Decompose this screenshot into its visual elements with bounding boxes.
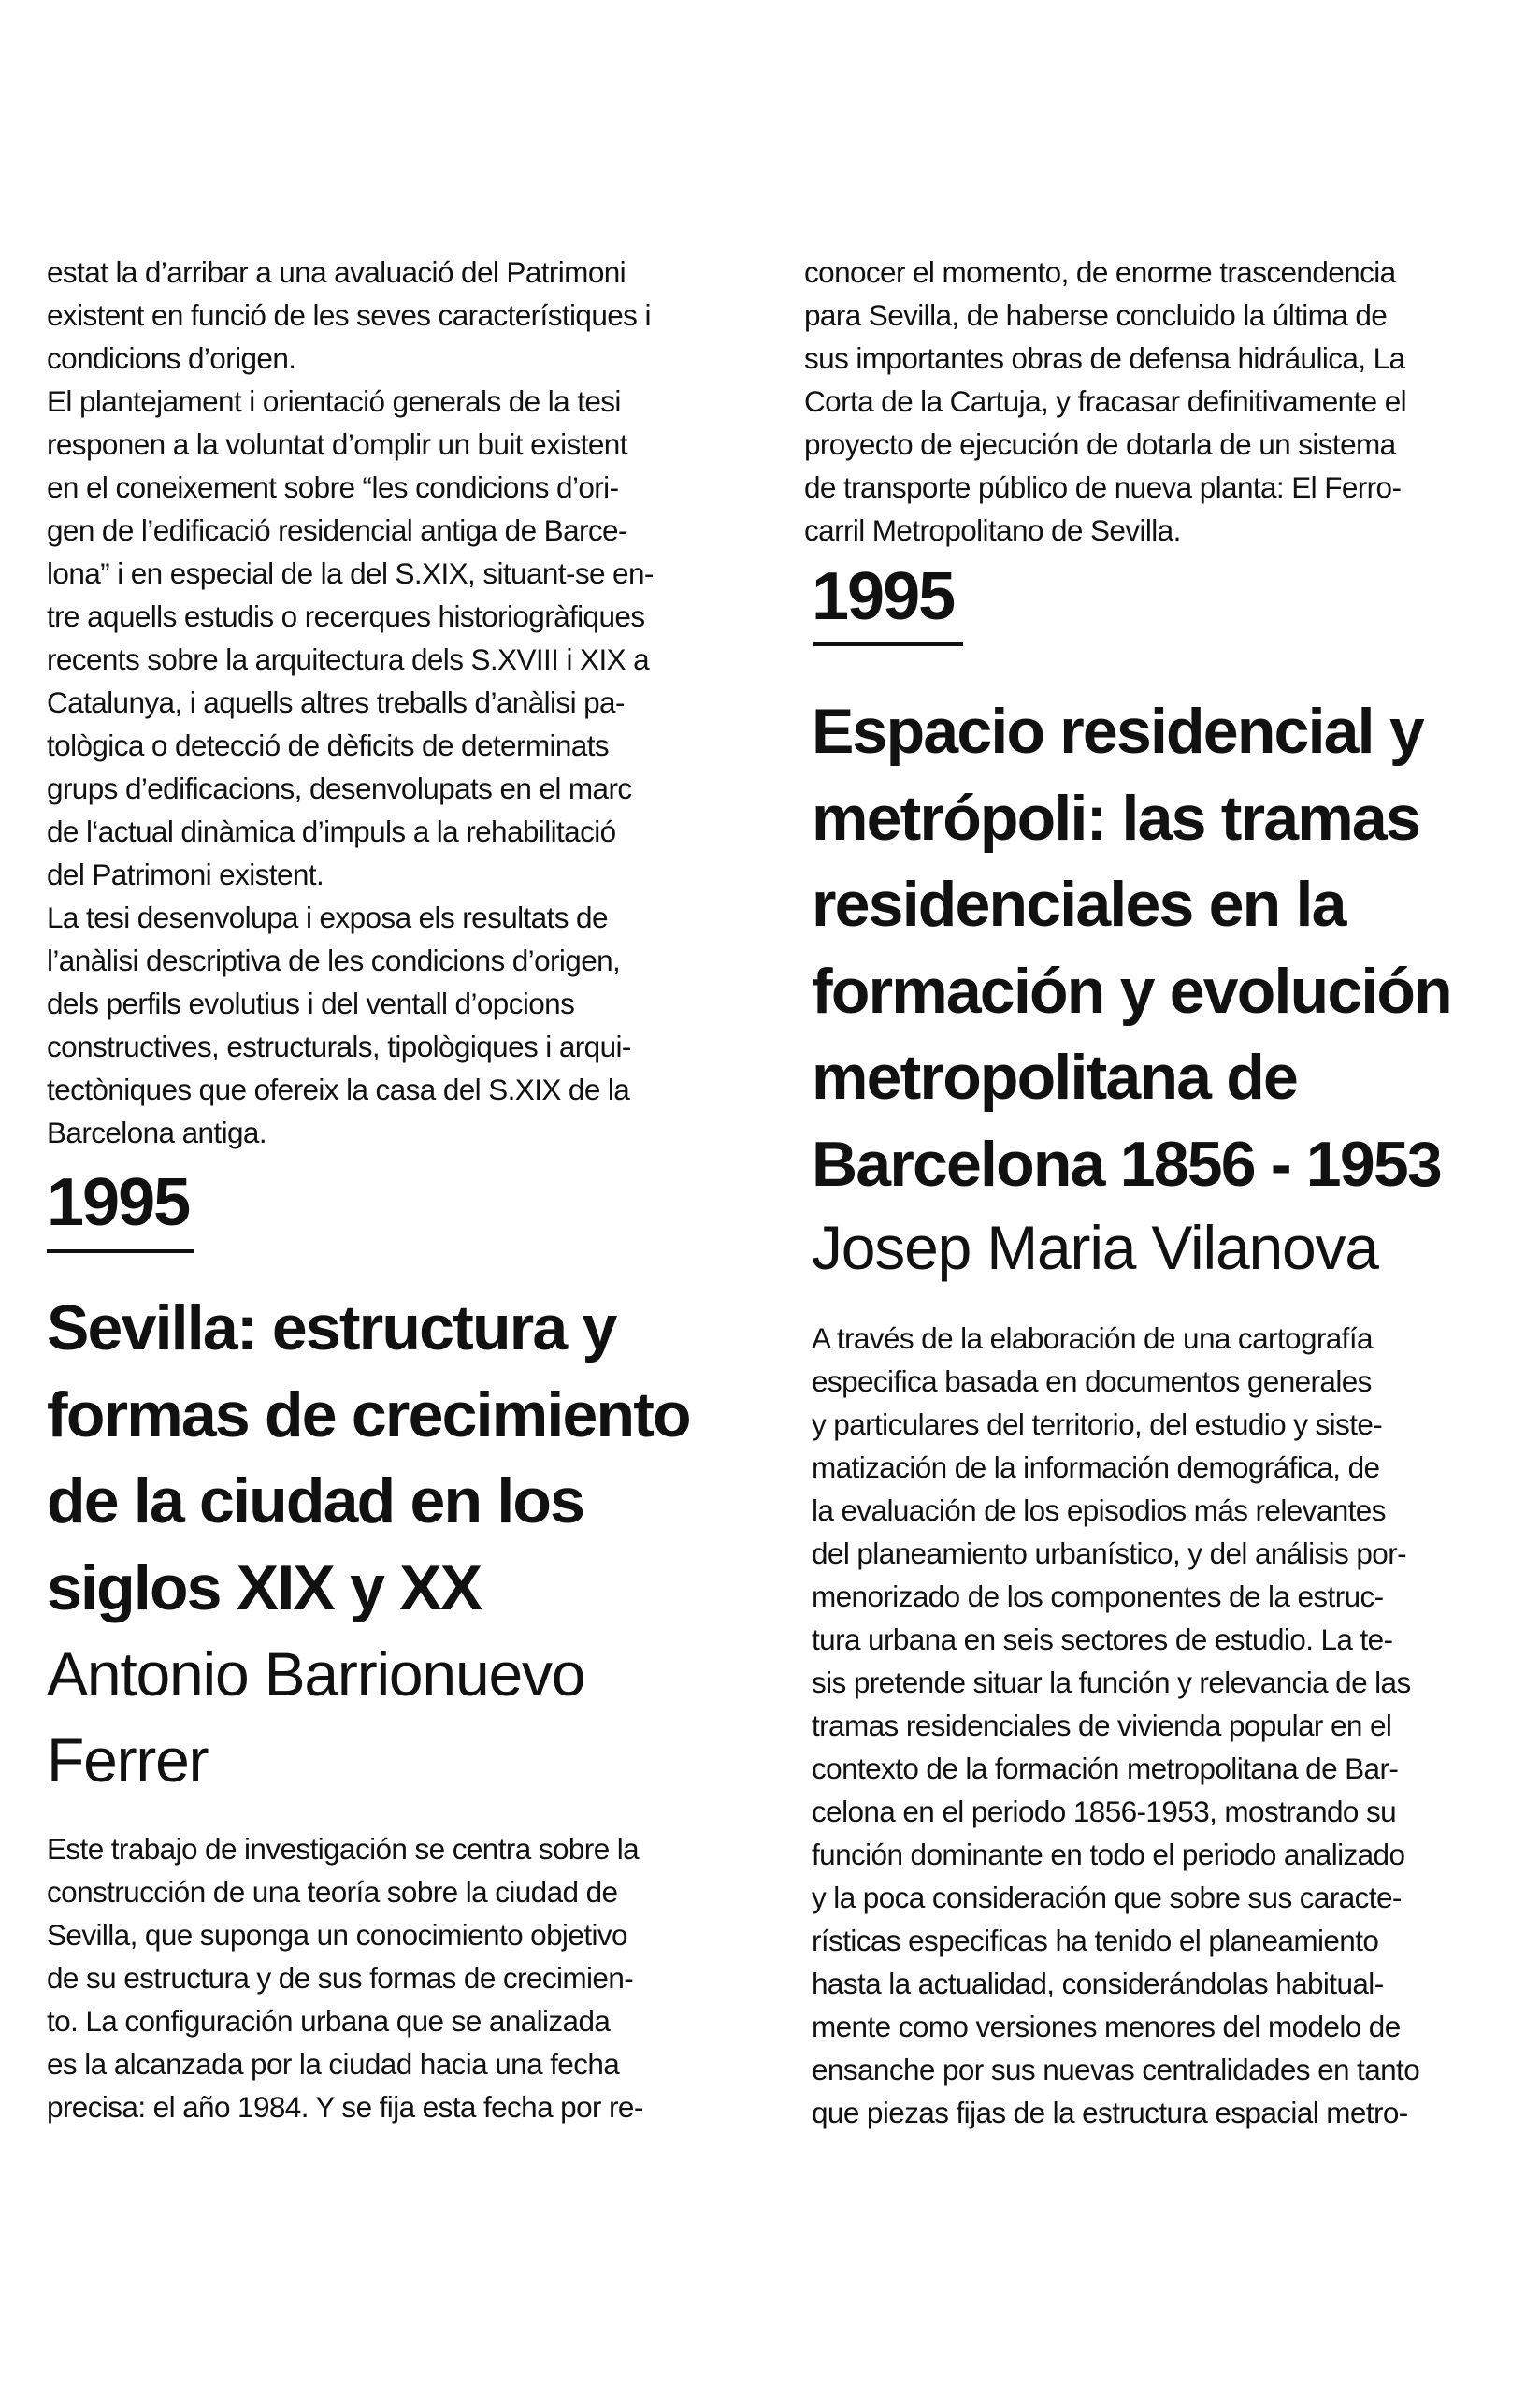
text-line: de l‘actual dinàmica d’impuls a la rehabilitació [47,815,616,848]
text-line: carril Metropolitano de Sevilla. [804,513,1181,547]
right-entry-abstract [812,1317,1494,2134]
text-line: matización de la información demográfica, de [812,1450,1380,1484]
text-line: del Patrimoni existent. [47,858,324,891]
title-line: metrópoli: las tramas [812,782,1419,854]
text-line: estat la d’arribar a una avaluació del Patrimoni [47,255,626,289]
text-line: conocer el momento, de enorme trascendencia [804,255,1396,289]
text-line: menorizado de los componentes de la estruc- [812,1579,1384,1613]
text-line: que piezas fijas de la estructura espacial metro- [812,2096,1408,2129]
text-line: tectòniques que ofereix la casa del S.XIX de la [47,1073,630,1106]
text-line: Este trabajo de investigación se centra sobre la [47,1832,640,1866]
title-line: Barcelona 1856 - 1953 [812,1128,1441,1200]
title-line: formación y evolución [812,955,1451,1027]
text-line: tramas residenciales de vivienda popular en el [812,1709,1392,1742]
left-entry-author [47,1631,712,1803]
text-line: de transporte público de nueva planta: El Ferro- [804,470,1402,504]
text-line: tològica o detecció de dèficits de determinats [47,728,610,762]
text-line: del planeamiento urbanístico, y del análisis por- [812,1536,1406,1570]
text-line: Barcelona antiga. [47,1116,266,1149]
title-line: formas de crecimiento [47,1378,690,1450]
text-line: Sevilla, que suponga un conocimiento objetivo [47,1918,627,1952]
text-line: y la poca consideración que sobre sus caracte- [812,1881,1402,1914]
text-line: es la alcanzada por la ciudad hacia una fecha [47,2047,620,2081]
text-line: to. La configuración urbana que se analizada [47,2004,611,2038]
text-line: responen a la voluntat d’omplir un buit existent [47,427,627,461]
right-entry-title [812,688,1494,1207]
text-line: sis pretende situar la función y relevancia de las [812,1666,1411,1699]
text-line: ensanche por sus nuevas centralidades en tanto [812,2053,1420,2086]
text-line: contexto de la formación metropolitana de Bar- [812,1752,1399,1785]
text-line: Corta de la Cartuja, y fracasar definitivamente el [804,384,1407,418]
right-continued-text [804,251,1487,552]
text-line: celona en el periodo 1856-1953, mostrando su [812,1795,1397,1828]
left-entry-abstract [47,1827,712,2128]
text-line: de su estructura y de sus formas de crecimien- [47,1961,634,1995]
left-entry-title [47,1285,712,1631]
text-line: en el coneixement sobre “les condicions d’ori- [47,470,619,504]
text-line: hasta la actualidad, considerándolas habitual- [812,1967,1384,2000]
year-underline [813,642,963,646]
title-line: Sevilla: estructura y [47,1292,616,1363]
text-line: grups d’edificacions, desenvolupats en el marc [47,772,632,805]
text-line: proyecto de ejecución de dotarla de un sistema [804,427,1396,461]
year-underline [47,1249,194,1253]
text-line: constructives, estructurals, tipològiques i arqui- [47,1030,631,1063]
text-line: recents sobre la arquitectura dels S.XVIII i XIX a [47,642,650,676]
title-line: de la ciudad en los [47,1465,584,1536]
text-line: l’anàlisi descriptiva de les condicions d’origen, [47,944,621,977]
title-line: Espacio residencial y [812,696,1423,767]
text-line: La tesi desenvolupa i exposa els resultats de [47,901,608,934]
title-line: siglos XIX y XX [47,1551,482,1623]
text-line: tura urbana en seis sectores de estudio. La te- [812,1622,1393,1656]
right-entry-author [812,1204,1494,1291]
left-entry-year-block [47,1165,712,1240]
author-line: Josep Maria Vilanova [812,1213,1378,1282]
text-line: gen de l’edificació residencial antiga de Barce- [47,513,627,547]
entry-year: 1995 [47,1165,190,1240]
text-line: Catalunya, i aquells altres treballs d’anàlisi pa- [47,685,625,719]
title-line: residenciales en la [812,869,1346,940]
right-entry-year-block [812,559,1494,634]
text-line: existent en funció de les seves característiques i [47,298,651,332]
text-line: El plantejament i orientació generals de la tesi [47,384,621,418]
author-line: Ferrer [47,1725,209,1795]
text-line: para Sevilla, de haberse concluido la última de [804,298,1388,332]
text-line: precisa: el año 1984. Y se fija esta fecha por re- [47,2090,643,2124]
entry-year: 1995 [812,559,955,634]
text-line: y particulares del territorio, del estudio y siste- [812,1407,1383,1441]
text-line: mente como versiones menores del modelo de [812,2010,1401,2043]
text-line: la evaluación de los episodios más relevantes [812,1493,1386,1527]
text-line: condicions d’origen. [47,341,296,375]
title-line: metropolitana de [812,1042,1298,1113]
text-line: tre aquells estudis o recerques historiogràfiques [47,599,645,633]
text-line: dels perfils evolutius i del ventall d’opcions [47,987,575,1020]
text-line: rísticas especificas ha tenido el planeamiento [812,1924,1379,1957]
author-line: Antonio Barrionuevo [47,1639,585,1709]
text-line: sus importantes obras de defensa hidráulica, La [804,341,1405,375]
text-line: función dominante en todo el periodo analizado [812,1838,1405,1871]
text-line: A través de la elaboración de una cartografía [812,1321,1373,1355]
text-line: especifica basada en documentos generales [812,1364,1372,1398]
text-line: construcción de una teoría sobre la ciudad de [47,1875,618,1909]
left-continued-text [47,251,712,1154]
text-line: lona” i en especial de la del S.XIX, situant-se en- [47,556,654,590]
